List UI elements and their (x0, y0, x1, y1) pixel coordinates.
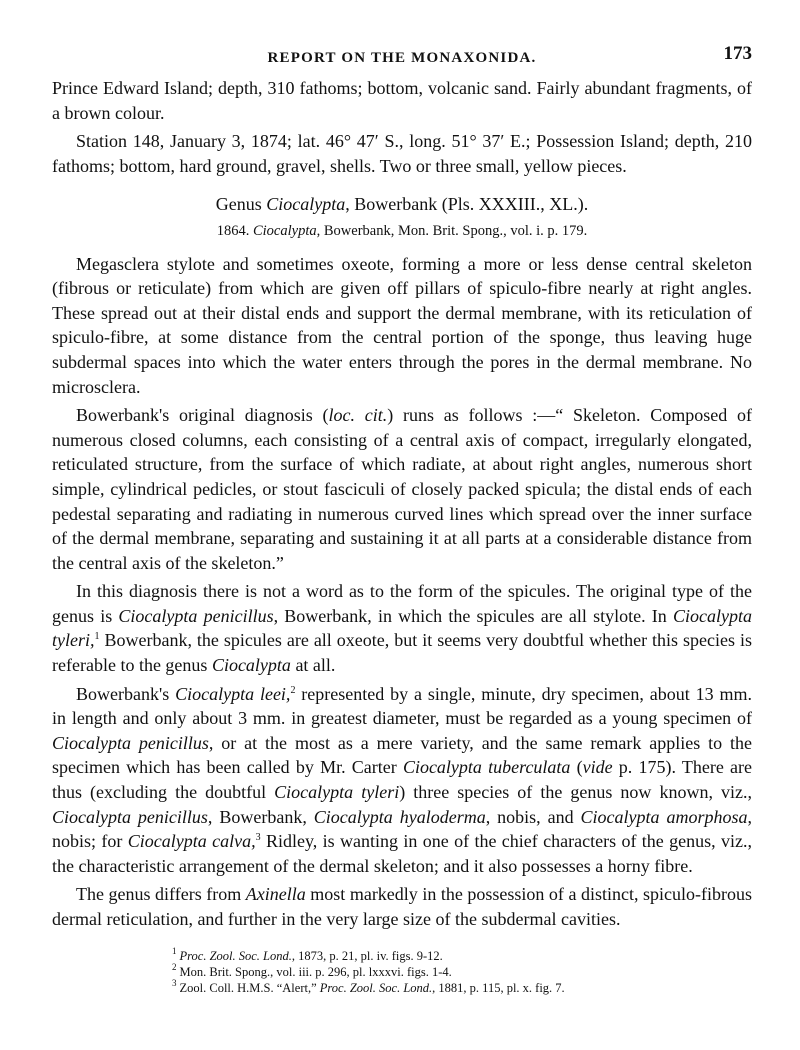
genus-citation: 1864. Ciocalypta, Bowerbank, Mon. Brit. Spong., vol. i. p. 179. (216, 222, 588, 239)
footnote-3: $^3$ Zool. Coll. H.M.S. “Alert,” Proc. Zool. Soc. Lond., 1881, p. 115, pl. x. fig. 7. (172, 978, 565, 995)
paragraph-station-148: Station 148, January 3, 1874; lat. 46° 47′ S., long. 51° 37′ E.; Possession Island; depth, 210 fathoms; bottom, hard ground, gravel, shells. Two or three small, yellow pieces. (52, 131, 752, 176)
footnote-1: $^1$ Proc. Zool. Soc. Lond., 1873, p. 21, pl. iv. figs. 9-12. (172, 946, 443, 963)
paragraph-spicule-form: In this diagnosis there is not a word as to the form of the spicules. The original type of the genus is Ciocalypta penicillus, Bowerbank, in which the spicules are all stylote. In Ciocalypta tyleri,$^1$ Bowerbank, the spicules are all oxeote, but it seems very doubtful whether this species is referable to the genus Ciocalypta at all. (52, 581, 753, 676)
paragraph-axinella-comparison: The genus differs from Axinella most markedly in the possession of a distinct, spiculo-fibrous dermal reticulation, and further in the very large size of the subdermal cavities. (52, 884, 753, 929)
paragraph-species-list: Bowerbank's Ciocalypta leei,$^2$ represented by a single, minute, dry specimen, about 13 mm. in length and only about 3 mm. in greatest diameter, must be regarded as a young specimen of Ciocalypta penicillus, or at the most as a mere variety, and the same remark applies to the specimen which has been called by Mr. Carter Ciocalypta tuberculata (vide p. 175). There are thus (excluding the doubtful Ciocalypta tyleri) three species of the genus now known, viz., Ciocalypta penicillus, Bowerbank, Ciocalypta hyaloderma, nobis, and Ciocalypta amorphosa, nobis; for Ciocalypta calva,$^3$ Ridley, is wanting in one of the chief characters of the genus, viz., the characteristic arrangement of the dermal skeleton; and it also possesses a horny fibre. (52, 683, 753, 876)
paragraph-diagnosis-summary: Megasclera stylote and sometimes oxeote, forming a more or less dense central skeleton (fibrous or reticulate) from which are given off pillars of spiculo-fibre nearly at right angles. These spread out at their distal ends and support the dermal membrane, with its reticulation of spiculo-fibre, at some distance from the central portion of the sponge, thus leaving huge subdermal spaces into which the water enters through the pores in the dermal membrane. No microsclera. (52, 253, 752, 397)
page (52, 40, 752, 996)
footnote-ref-1: 1 (94, 631, 100, 643)
paragraph-prince-edward: Prince Edward Island; depth, 310 fathoms; bottom, volcanic sand. Fairly abundant fragments, of a brown colour. (52, 78, 752, 123)
running-title: REPORT ON THE MONAXONIDA. (267, 50, 537, 66)
footnote-2: $^2$ Mon. Brit. Spong., vol. iii. p. 296, pl. lxxxvi. figs. 1-4. (172, 962, 452, 979)
footnote-ref-3: 3 (255, 832, 261, 844)
footnote-ref-2: 2 (290, 684, 296, 696)
running-head (52, 40, 752, 76)
genus-name: Ciocalypta (266, 194, 346, 215)
paragraph-bowerbank-diagnosis: Bowerbank's original diagnosis (loc. cit.) runs as follows :—“ Skeleton. Composed of numerous closed columns, each consisting of a central axis of compact, irregularly elongated, reticulated structure, from the surface of which radiate, at about right angles, numerous short simple, cylindrical pedicles, or stout fasciculi of closely packed spicula; the distal ends of each pedestal separating and radiating in numerous curved lines which spread over the inner surface of the dermal membrane, separating and sustaining it at all parts at a considerable distance from the central axis of the skeleton.” (52, 405, 752, 573)
page-number: 173 (723, 43, 752, 64)
genus-heading: Genus Ciocalypta, Bowerbank (Pls. XXXIII., XL.). (215, 194, 589, 215)
footnotes (52, 948, 752, 996)
